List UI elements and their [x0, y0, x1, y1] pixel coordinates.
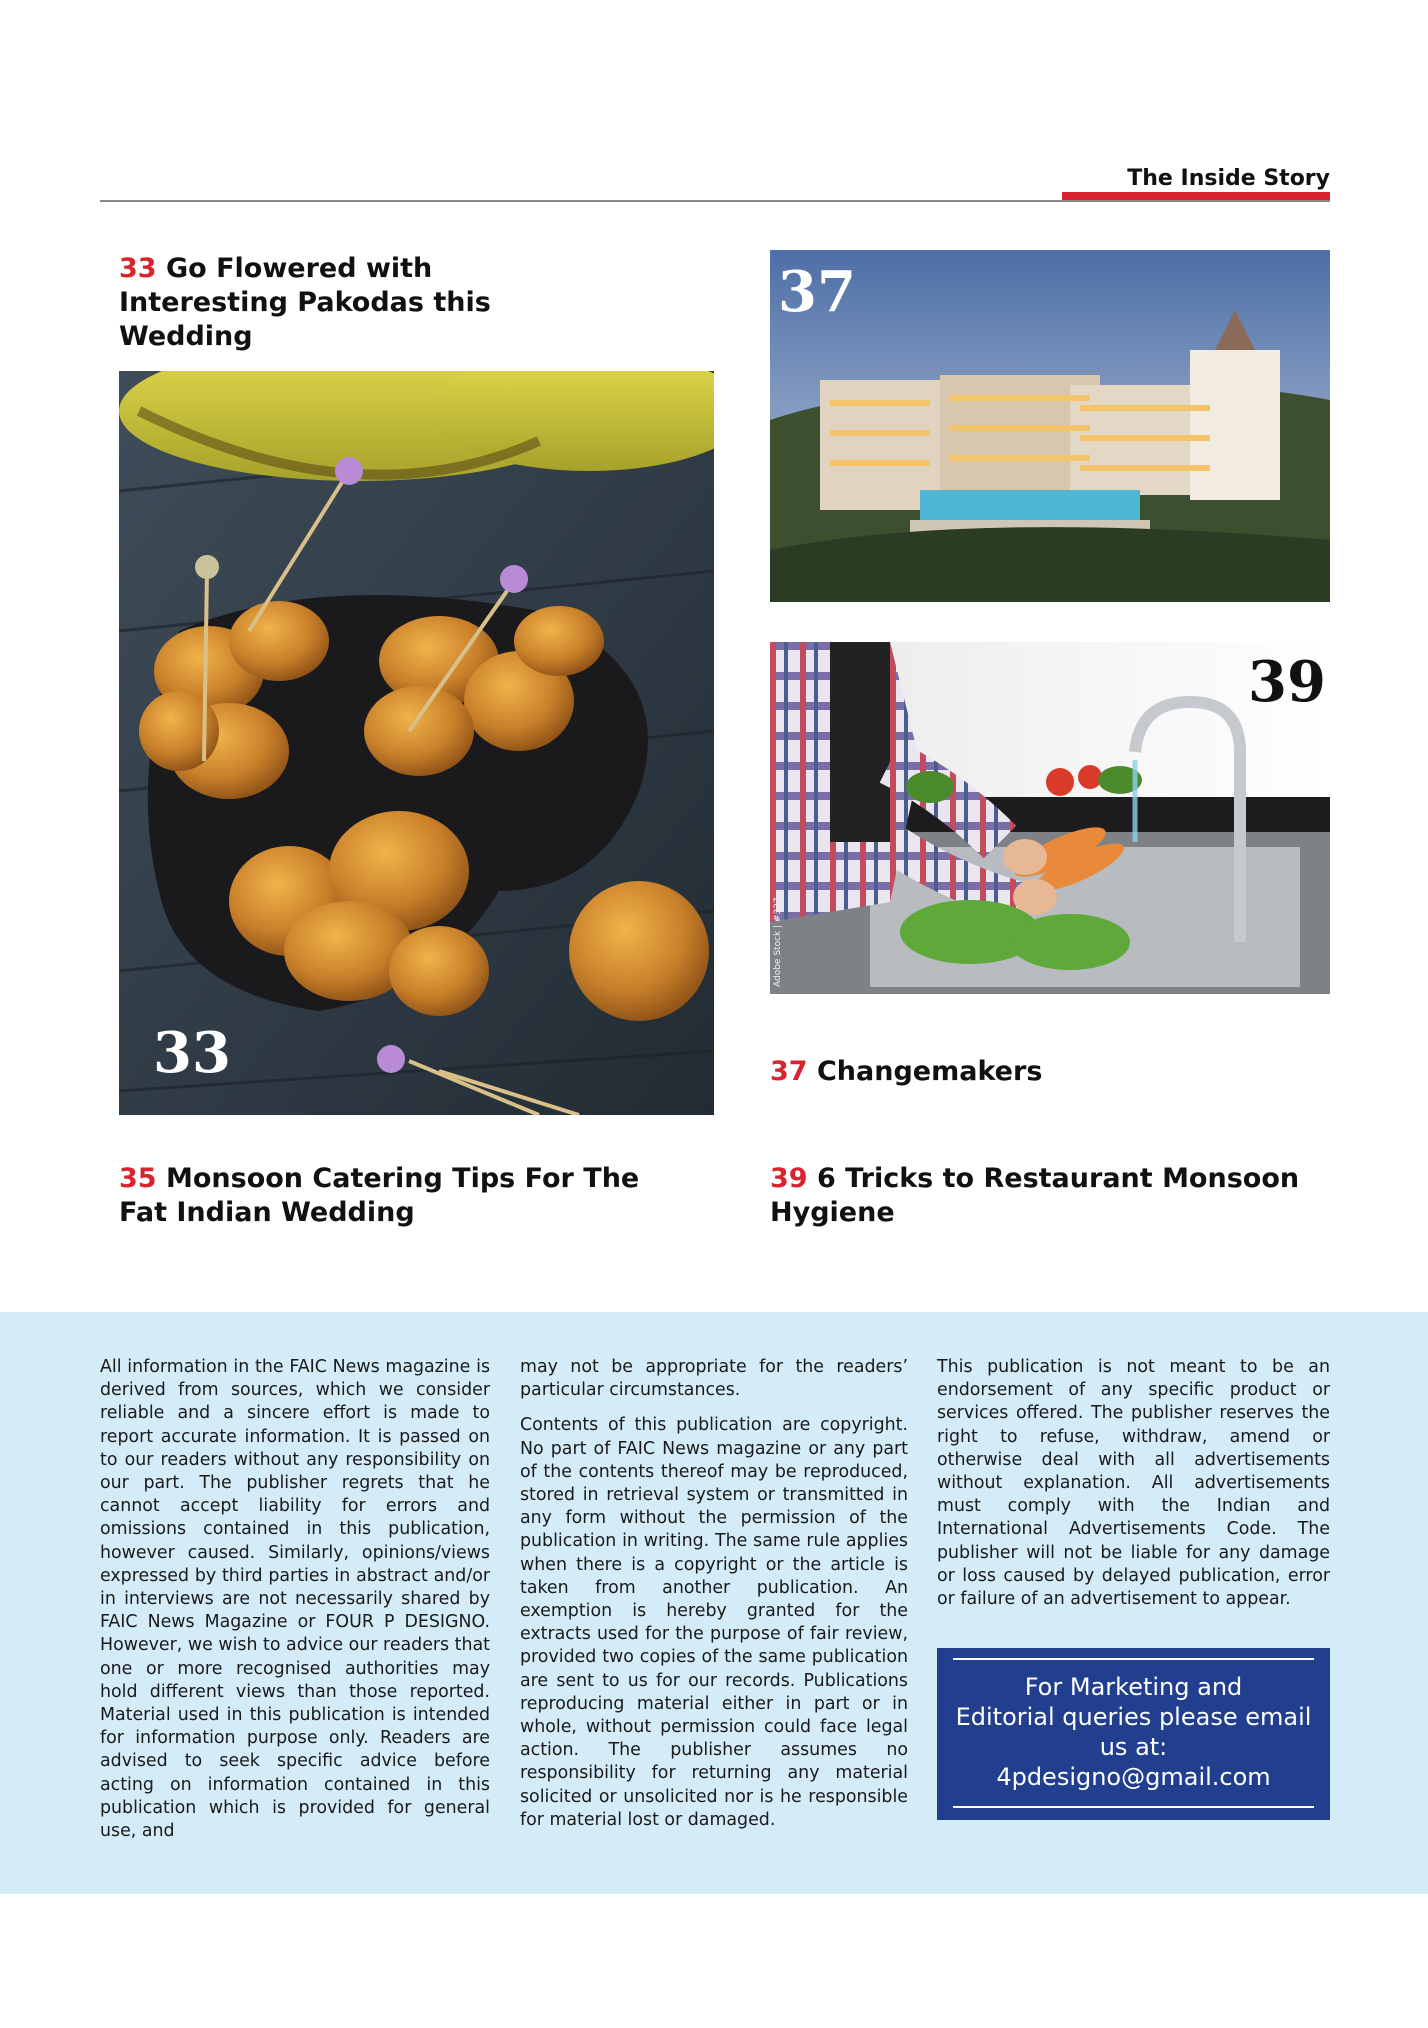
contact-line-1: For Marketing and	[1024, 1673, 1243, 1701]
resort-photo	[770, 250, 1330, 602]
disclaimer-col1-text: All information in the FAIC News magazine is derived from sources, which we consider reliable and a sincere effort is made to report accurate information. It is passed on to our readers without any responsibility on our part. The publisher regrets that he cannot accept liability for errors and omissions contained in this publication, however caused. Similarly, opinions/views expressed by third parties in abstract and/or in interviews are not necessarily shared by FAIC News Magazine or FOUR P DESIGNO. However, we wish to advice our readers that one or more recognised authorities may hold different views than those reported. Material used in this publication is intended for information purpose only. Readers are advised to seek specific advice before acting on information contained in this publication which is provided for general use, and	[100, 1357, 490, 1842]
contact-line-2: Editorial queries please email	[955, 1703, 1312, 1731]
disclaimer-column-3	[937, 1356, 1330, 1611]
disclaimer-col2-intro: may not be appropriate for the readers’ particular circumstances.	[520, 1357, 908, 1401]
story-37-headline[interactable]	[770, 1055, 1330, 1089]
story-39-title: 6 Tricks to Restaurant Monsoon Hygiene	[770, 1163, 1300, 1228]
contact-box	[937, 1648, 1330, 1820]
story-39-headline[interactable]	[770, 1162, 1330, 1230]
photo-33-tag: 33	[153, 1020, 231, 1086]
pakoda-photo	[119, 371, 714, 1115]
disclaimer-col2-copyright: Contents of this publication are copyright. No part of FAIC News magazine or any part of the contents thereof may be reproduced, stored in retrieval system or transmitted in any form without the permission of the publication in writing. The same rule applies when there is a copyright or the article is taken from another publication. An exemption is hereby granted for the extracts used for the purpose of fair review, provided two copies of the same publication are sent to us for our records. Publications reproducing material either in part or in whole, without permission could face legal action. The publisher assumes no responsibility for returning any material solicited or unsolicited nor is he responsible for material lost or damaged.	[520, 1415, 908, 1830]
story-33-title: Go Flowered with Interesting Pakodas this Wedding	[119, 253, 491, 352]
contact-box-bottom-rule	[953, 1806, 1314, 1808]
disclaimer-column-1	[100, 1356, 490, 1843]
photo-39-tag: 39	[1248, 649, 1326, 715]
disclaimer-column-2	[520, 1356, 908, 1832]
kitchen-sink-photo	[770, 642, 1330, 994]
story-33-number: 33	[119, 253, 157, 284]
story-33-headline[interactable]	[119, 252, 599, 354]
header-rule	[100, 200, 1330, 202]
story-35-number: 35	[119, 1163, 157, 1194]
disclaimer-col3-text: This publication is not meant to be an endorsement of any specific product or services offered. The publisher reserves the right to refuse, withdraw, amend or otherwise deal with all advertisements without explanation. All advertisements must comply with the Indian and International Advertisements Code. The publisher will not be liable for any damage or loss caused by delayed publication, error or failure of an advertisement to appear.	[937, 1357, 1330, 1610]
story-37-title: Changemakers	[816, 1056, 1043, 1087]
section-label: The Inside Story	[1127, 166, 1330, 191]
contact-line-3: us at:	[1099, 1733, 1168, 1761]
story-37-number: 37	[770, 1056, 808, 1087]
story-35-headline[interactable]	[119, 1162, 679, 1230]
story-35-title: Monsoon Catering Tips For The Fat Indian Wedding	[119, 1163, 640, 1228]
contact-email-link[interactable]: 4pdesigno@gmail.com	[996, 1763, 1271, 1791]
photo-watermark: Adobe Stock | #337	[773, 897, 783, 987]
story-39-number: 39	[770, 1163, 808, 1194]
photo-37-tag: 37	[778, 259, 856, 325]
contact-box-top-rule	[953, 1658, 1314, 1660]
